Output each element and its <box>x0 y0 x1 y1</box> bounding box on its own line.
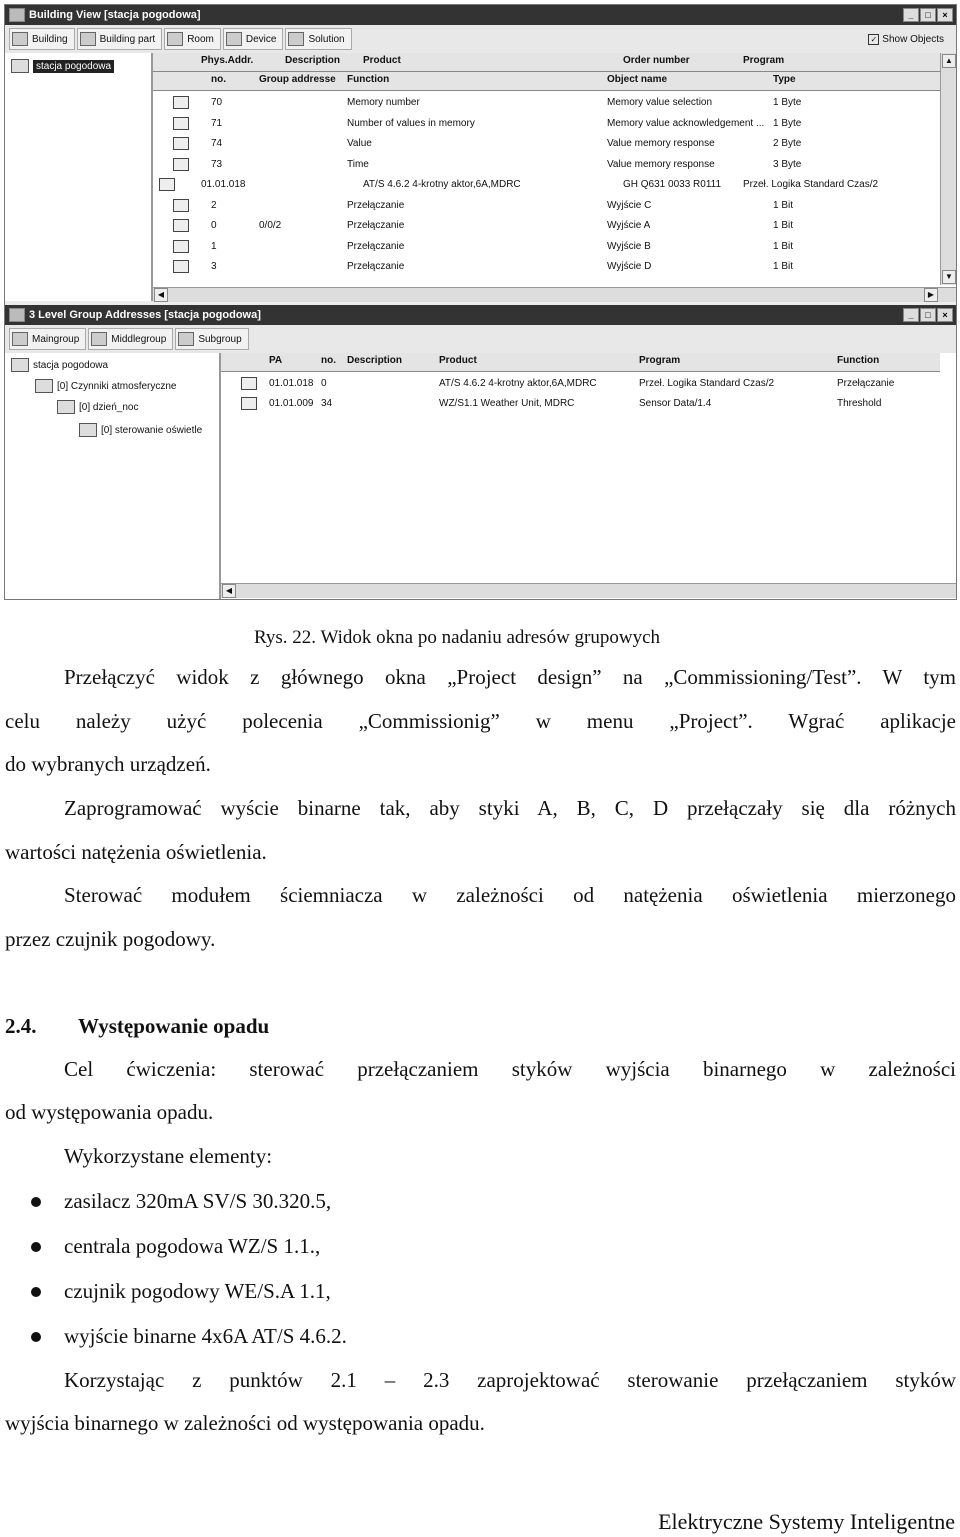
paragraph-line: celu należy użyć polecenia „Commissionig” w menu „Project”. Wgrać aplikacje <box>5 709 956 733</box>
table-cell: 2 Byte <box>773 138 802 149</box>
table-cell: Sensor Data/1.4 <box>639 398 712 409</box>
app-icon <box>9 308 25 322</box>
tree-item[interactable]: stacja pogodowa <box>11 356 219 374</box>
table-cell: Przeł. Logika Standard Czas/2 <box>743 179 879 190</box>
object-icon <box>173 240 189 253</box>
building-view-window <box>5 5 956 301</box>
solution-button[interactable]: Solution <box>285 28 351 50</box>
paragraph-line: od występowania opadu. <box>5 1100 214 1124</box>
table-cell: 01.01.009 <box>269 398 314 409</box>
header-row-bottom <box>153 72 940 91</box>
column-header[interactable]: Program <box>743 55 785 66</box>
middlegroup-button[interactable]: Middlegroup <box>88 328 173 350</box>
minimize-button[interactable]: _ <box>903 8 919 22</box>
solution-icon <box>288 32 304 46</box>
scroll-down-icon[interactable]: ▼ <box>942 270 956 284</box>
object-icon <box>173 158 189 171</box>
table-cell: AT/S 4.6.2 4-krotny aktor,6A,MDRC <box>363 179 521 190</box>
window-title: 3 Level Group Addresses [stacja pogodowa] <box>29 309 261 321</box>
scroll-right-icon[interactable]: ▶ <box>924 288 938 302</box>
table-cell: GH Q631 0033 R0111 <box>623 179 722 190</box>
paragraph-line: Korzystając z punktów 2.1 – 2.3 zaprojektować sterowanie przełączaniem styków <box>64 1368 956 1392</box>
table-cell: Wyjście A <box>607 220 651 231</box>
table-row[interactable] <box>221 374 940 394</box>
room-icon <box>167 32 183 46</box>
table-cell: 71 <box>211 117 223 129</box>
table-cell: Wyjście B <box>607 240 651 252</box>
building-part-icon <box>80 32 96 46</box>
paragraph-line: Przełączyć widok z głównego okna „Project design” na „Commissioning/Test”. W tym <box>64 665 956 689</box>
column-header[interactable]: Function <box>347 74 390 85</box>
table-row[interactable] <box>153 175 940 195</box>
group-icon <box>35 379 53 393</box>
paragraph-line: do wybranych urządzeń. <box>5 752 211 776</box>
group-icon <box>57 400 75 414</box>
table-cell: Threshold <box>837 398 882 409</box>
object-icon <box>173 137 189 150</box>
scroll-left-icon[interactable]: ◀ <box>154 288 168 302</box>
tree-item[interactable]: [0] dzień_noc <box>57 398 219 416</box>
column-header[interactable]: Program <box>639 355 681 366</box>
table-cell: WZ/S1.1 Weather Unit, MDRC <box>439 398 575 409</box>
column-header[interactable]: Order number <box>623 55 690 66</box>
device-icon <box>226 32 242 46</box>
table-row[interactable] <box>153 196 940 216</box>
table-cell: Wyjście C <box>607 199 652 211</box>
folder-icon <box>11 59 29 73</box>
object-list <box>153 53 956 301</box>
checkbox-icon[interactable]: ✓ <box>868 34 879 45</box>
table-cell: 74 <box>211 138 223 149</box>
object-icon <box>241 397 257 410</box>
bullet-icon <box>31 1197 41 1207</box>
table-cell: 1 Bit <box>773 261 794 272</box>
minimize-button[interactable]: _ <box>903 308 919 322</box>
close-button[interactable]: × <box>937 8 953 22</box>
subgroup-button[interactable]: Subgroup <box>175 328 248 350</box>
table-cell: 3 Byte <box>773 158 802 170</box>
list-item: zasilacz 320mA SV/S 30.320.5, <box>64 1189 332 1213</box>
column-header[interactable]: Product <box>439 355 477 366</box>
column-header[interactable]: no. <box>321 355 336 366</box>
group-addresses-window <box>5 305 956 599</box>
header-row-top <box>153 53 940 72</box>
paragraph-line: wartości natężenia oświetlenia. <box>5 840 267 864</box>
title-bar <box>5 5 956 25</box>
table-cell: Memory value selection <box>607 97 713 108</box>
close-button[interactable]: × <box>937 308 953 322</box>
table-cell: Przełączanie <box>347 261 405 272</box>
address-list <box>221 353 956 599</box>
table-row[interactable] <box>153 114 940 134</box>
table-cell: 1 Bit <box>773 199 794 211</box>
object-icon <box>173 96 189 109</box>
table-cell: Time <box>347 158 369 170</box>
column-header[interactable]: Type <box>773 74 796 85</box>
section-title: Występowanie opadu <box>78 1014 270 1038</box>
table-row[interactable] <box>153 134 940 154</box>
app-icon <box>9 8 25 22</box>
tree-pane <box>5 353 221 599</box>
table-row[interactable] <box>153 93 940 113</box>
scroll-up-icon[interactable]: ▲ <box>942 54 956 68</box>
show-objects-toggle[interactable]: ✓ Show Objects <box>868 34 956 45</box>
table-cell: Wyjście D <box>607 261 652 272</box>
paragraph-line: przez czujnik pogodowy. <box>5 927 216 951</box>
table-cell: 0 <box>321 378 327 389</box>
subgroup-icon <box>178 332 194 346</box>
toolbar <box>5 25 956 54</box>
table-cell: 3 <box>211 261 217 272</box>
scroll-left-icon[interactable]: ◀ <box>222 584 236 598</box>
folder-icon <box>11 358 29 372</box>
column-header[interactable]: no. <box>211 74 226 85</box>
column-header[interactable]: Description <box>347 355 403 366</box>
object-icon <box>241 377 257 390</box>
list-item: centrala pogodowa WZ/S 1.1., <box>64 1234 321 1258</box>
table-cell: Memory value acknowledgement ... <box>607 117 765 129</box>
table-row[interactable] <box>221 394 940 414</box>
device-icon <box>159 178 175 191</box>
table-cell: 1 Bit <box>773 220 794 231</box>
building-button[interactable]: Building <box>9 28 75 50</box>
table-cell: 01.01.018 <box>269 378 314 389</box>
bullet-icon <box>31 1242 41 1252</box>
tree-pane <box>5 53 153 301</box>
list-item: wyjście binarne 4x6A AT/S 4.6.2. <box>64 1324 347 1348</box>
table-cell: AT/S 4.6.2 4-krotny aktor,6A,MDRC <box>439 378 597 389</box>
paragraph-line: Cel ćwiczenia: sterować przełączaniem styków wyjścia binarnego w zależności <box>64 1057 956 1081</box>
maximize-button[interactable]: □ <box>920 308 936 322</box>
object-icon <box>173 199 189 212</box>
table-cell: 01.01.018 <box>201 179 246 190</box>
paragraph-line: Sterować modułem ściemniacza w zależności od natężenia oświetlenia mierzonego <box>64 883 956 907</box>
device-button[interactable]: Device <box>223 28 284 50</box>
header-row <box>221 353 940 372</box>
table-cell: Przełączanie <box>347 240 405 252</box>
bullet-icon <box>31 1332 41 1342</box>
room-button[interactable]: Room <box>164 28 221 50</box>
column-header[interactable]: Group addresse <box>259 74 336 85</box>
table-cell: Value memory response <box>607 138 715 149</box>
horizontal-scrollbar[interactable] <box>153 287 956 302</box>
page-footer: Elektryczne Systemy Inteligentne <box>658 1509 955 1534</box>
group-icon <box>79 423 97 437</box>
toolbar <box>5 325 956 354</box>
vertical-scrollbar[interactable] <box>940 53 956 285</box>
table-cell: 0 <box>211 220 217 231</box>
table-row[interactable] <box>153 237 940 257</box>
table-cell: Value memory response <box>607 158 715 170</box>
table-cell: Memory number <box>347 97 420 108</box>
table-cell: 34 <box>321 398 333 409</box>
column-header[interactable]: Function <box>837 355 880 366</box>
maingroup-icon <box>12 332 28 346</box>
tree-item[interactable]: stacja pogodowa <box>11 57 151 75</box>
column-header[interactable]: Object name <box>607 74 668 85</box>
column-header[interactable]: Phys.Addr. <box>201 55 254 66</box>
title-bar <box>5 305 956 325</box>
table-cell: Przeł. Logika Standard Czas/2 <box>639 378 775 389</box>
table-row[interactable] <box>153 257 940 277</box>
table-cell: 0/0/2 <box>259 220 282 231</box>
window-title: Building View [stacja pogodowa] <box>29 9 201 21</box>
maximize-button[interactable]: □ <box>920 8 936 22</box>
paragraph-line: Zaprogramować wyście binarne tak, aby styki A, B, C, D przełączały się dla różnych <box>64 796 956 820</box>
table-cell: 73 <box>211 158 223 170</box>
figure-caption: Rys. 22. Widok okna po nadaniu adresów grupowych <box>254 627 661 648</box>
table-cell: 1 Byte <box>773 117 802 129</box>
building-part-button[interactable]: Building part <box>77 28 163 50</box>
maingroup-button[interactable]: Maingroup <box>9 328 86 350</box>
column-header[interactable]: Product <box>363 55 401 66</box>
table-row[interactable] <box>153 155 940 175</box>
tree-item[interactable]: [0] Czynniki atmosferyczne <box>35 377 219 395</box>
bullet-icon <box>31 1287 41 1297</box>
list-item: czujnik pogodowy WE/S.A 1.1, <box>64 1279 331 1303</box>
object-icon <box>173 117 189 130</box>
table-cell: Value <box>347 138 372 149</box>
table-cell: Przełączanie <box>837 378 895 389</box>
screenshot-figure <box>4 4 957 600</box>
table-cell: Przełączanie <box>347 220 405 231</box>
table-cell: Number of values in memory <box>347 117 475 129</box>
building-icon <box>12 32 28 46</box>
table-cell: 1 Bit <box>773 240 794 252</box>
object-icon <box>173 260 189 273</box>
paragraph-line: wyjścia binarnego w zależności od występowania opadu. <box>5 1411 485 1435</box>
horizontal-scrollbar[interactable] <box>221 583 956 598</box>
tree-item[interactable]: [0] sterowanie oświetle <box>79 421 219 439</box>
section-number: 2.4. <box>5 1014 37 1038</box>
column-header[interactable]: Description <box>285 55 341 66</box>
object-icon <box>173 219 189 232</box>
column-header[interactable]: PA <box>269 355 283 366</box>
section-heading <box>5 1015 956 1037</box>
paragraph-line: Wykorzystane elementy: <box>64 1144 273 1168</box>
table-cell: Przełączanie <box>347 199 405 211</box>
table-cell: 1 Byte <box>773 97 802 108</box>
middlegroup-icon <box>91 332 107 346</box>
table-cell: 70 <box>211 97 223 108</box>
table-row[interactable] <box>153 216 940 236</box>
table-cell: 1 <box>211 240 217 252</box>
table-cell: 2 <box>211 199 217 211</box>
